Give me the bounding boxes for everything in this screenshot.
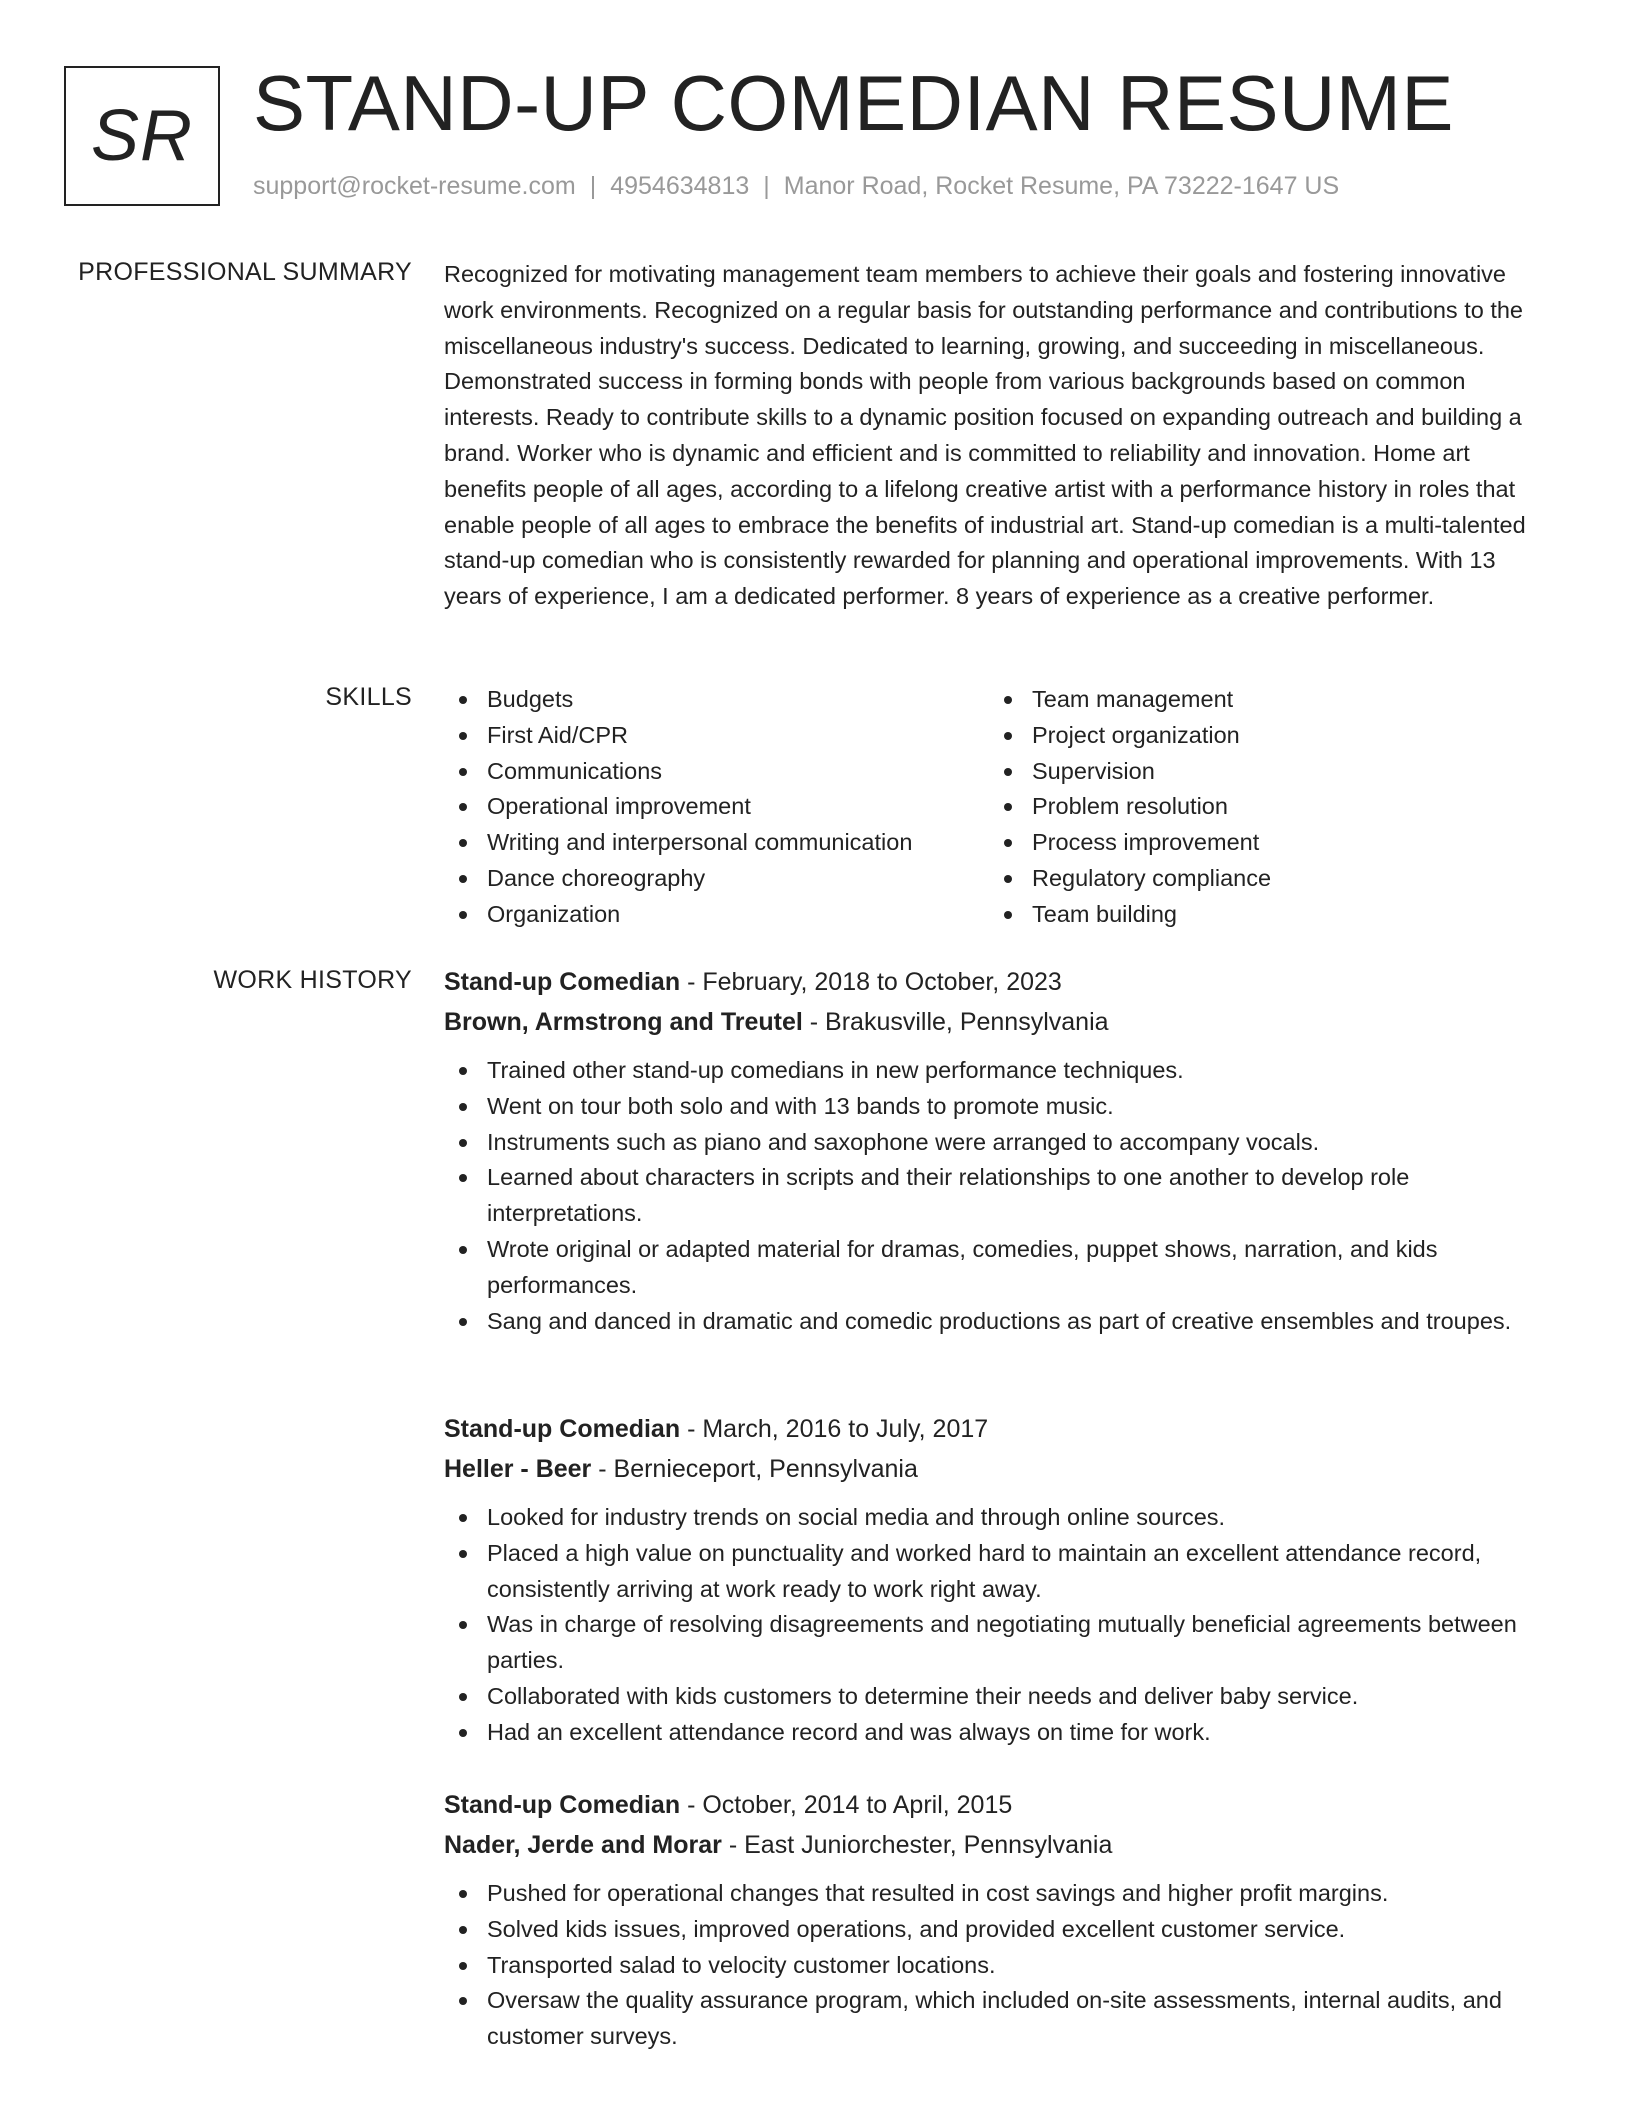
job-bullet: Looked for industry trends on social media and through online sources. [444, 1500, 1554, 1536]
job-dates: - October, 2014 to April, 2015 [687, 1791, 1013, 1819]
skill-item: Communications [444, 754, 989, 790]
section-label-work-history: WORK HISTORY [213, 966, 412, 994]
skill-item: First Aid/CPR [444, 718, 989, 754]
job-bullet: Instruments such as piano and saxophone were arranged to accompany vocals. [444, 1125, 1554, 1161]
summary-text: Recognized for motivating management team members to achieve their goals and fostering innovative work environments. Recognized on a regular basis for outstanding performance and contributions to the miscellaneous industry's success. Dedicated to learning, growing, and succeeding in miscellaneous. Demonstrated success in forming bonds with people from various backgrounds based on common interests. Ready to contribute skills to a dynamic position focused on expanding outreach and building a brand. Worker who is dynamic and efficient and is committed to reliability and innovation. Home art benefits people of all ages, according to a lifelong creative artist with a performance history in roles that enable people of all ages to embrace the benefits of industrial art. Stand-up comedian is a multi-talented stand-up comedian who is consistently rewarded for planning and operational improvements. With 13 years of experience, I am a dedicated performer. 8 years of experience as a creative performer. [444, 261, 1526, 610]
job-title: Stand-up Comedian [444, 968, 681, 996]
skill-item: Budgets [444, 682, 989, 718]
skill-item: Operational improvement [444, 789, 989, 825]
job-entry [444, 962, 1554, 1339]
skill-item: Dance choreography [444, 861, 989, 897]
job-bullets [444, 1876, 1554, 2055]
job-entry [444, 1409, 1554, 1751]
job-title-line [444, 1785, 1554, 1825]
job-company: Brown, Armstrong and Treutel [444, 1008, 803, 1036]
job-bullet: Learned about characters in scripts and their relationships to one another to develop role interpretations. [444, 1160, 1554, 1232]
contact-address: Manor Road, Rocket Resume, PA 73222-1647 US [783, 172, 1340, 200]
skill-item: Team building [989, 897, 1271, 933]
contact-separator: | [763, 172, 770, 200]
job-bullet: Collaborated with kids customers to determine their needs and deliver baby service. [444, 1679, 1554, 1715]
skills-list-left [444, 682, 989, 933]
job-title: Stand-up Comedian [444, 1415, 681, 1443]
skill-item: Problem resolution [989, 789, 1271, 825]
job-entry [444, 1785, 1554, 2055]
skills-section [444, 682, 1554, 933]
job-bullet: Went on tour both solo and with 13 bands to promote music. [444, 1089, 1554, 1125]
skill-item: Organization [444, 897, 989, 933]
contact-line [253, 172, 1339, 201]
job-dates: - March, 2016 to July, 2017 [687, 1415, 989, 1443]
contact-email: support@rocket-resume.com [253, 172, 576, 200]
skills-columns [444, 682, 1554, 933]
job-title: Stand-up Comedian [444, 1791, 681, 1819]
skill-item: Writing and interpersonal communication [444, 825, 989, 861]
job-bullets [444, 1500, 1554, 1751]
skill-item: Project organization [989, 718, 1271, 754]
summary-section [444, 257, 1554, 615]
contact-phone: 4954634813 [610, 172, 750, 200]
job-bullets [444, 1053, 1554, 1339]
job-company: Nader, Jerde and Morar [444, 1831, 722, 1859]
section-label-skills: SKILLS [325, 683, 412, 711]
job-bullet: Placed a high value on punctuality and worked hard to maintain an excellent attendance record, consistently arriving at work ready to work right away. [444, 1536, 1554, 1608]
job-location: - Bernieceport, Pennsylvania [598, 1455, 918, 1483]
job-location: - Brakusville, Pennsylvania [809, 1008, 1109, 1036]
job-company: Heller - Beer [444, 1455, 592, 1483]
skill-item: Regulatory compliance [989, 861, 1271, 897]
section-label-summary: PROFESSIONAL SUMMARY [78, 258, 412, 286]
job-company-line [444, 1449, 1554, 1489]
skill-item: Supervision [989, 754, 1271, 790]
job-bullet: Had an excellent attendance record and was always on time for work. [444, 1715, 1554, 1751]
job-bullet: Trained other stand-up comedians in new performance techniques. [444, 1053, 1554, 1089]
contact-separator: | [589, 172, 597, 200]
job-title-line [444, 1409, 1554, 1449]
job-bullet: Pushed for operational changes that resulted in cost savings and higher profit margins. [444, 1876, 1554, 1912]
resume-title: STAND-UP COMEDIAN RESUME [253, 59, 1454, 147]
job-bullet: Wrote original or adapted material for dramas, comedies, puppet shows, narration, and kids performances. [444, 1232, 1554, 1304]
job-company-line [444, 1002, 1554, 1042]
job-bullet: Was in charge of resolving disagreements and negotiating mutually beneficial agreements between parties. [444, 1607, 1554, 1679]
job-location: - East Juniorchester, Pennsylvania [728, 1831, 1113, 1859]
job-bullet: Sang and danced in dramatic and comedic productions as part of creative ensembles and troupes. [444, 1304, 1554, 1340]
job-bullet: Transported salad to velocity customer locations. [444, 1948, 1554, 1984]
job-bullet: Solved kids issues, improved operations, and provided excellent customer service. [444, 1912, 1554, 1948]
monogram-logo [64, 66, 220, 206]
job-dates: - February, 2018 to October, 2023 [687, 968, 1062, 996]
job-bullet: Oversaw the quality assurance program, which included on-site assessments, internal audits, and customer surveys. [444, 1983, 1554, 2055]
job-title-line [444, 962, 1554, 1002]
skill-item: Process improvement [989, 825, 1271, 861]
monogram-initials: SR [90, 96, 194, 176]
skill-item: Team management [989, 682, 1271, 718]
skills-list-right [989, 682, 1271, 933]
job-company-line [444, 1825, 1554, 1865]
